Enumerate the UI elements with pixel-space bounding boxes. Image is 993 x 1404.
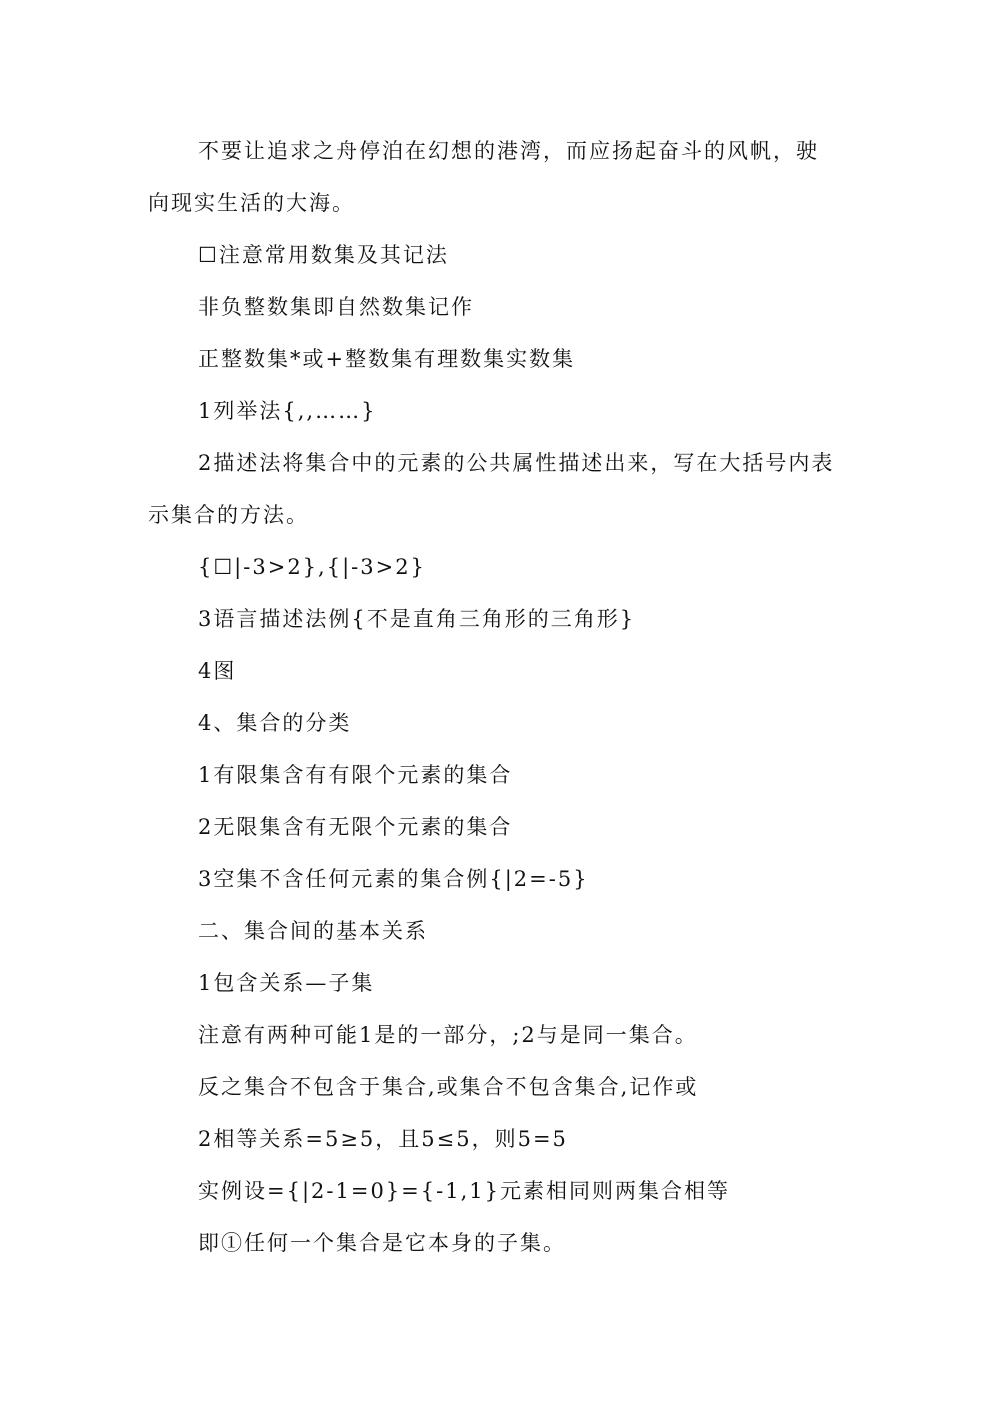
paragraph-empty-set: 3空集不含任何元素的集合例{|2=-5} bbox=[198, 867, 589, 891]
paragraph-equality-example: 实例设={|2-1=0}={-1,1}元素相同则两集合相等 bbox=[198, 1179, 730, 1203]
paragraph-two-possibilities: 注意有两种可能1是的一部分，;2与是同一集合。 bbox=[198, 1023, 698, 1047]
document-body bbox=[148, 125, 838, 1269]
paragraph-set-relations-heading: 二、集合间的基本关系 bbox=[198, 919, 428, 943]
paragraph-subset-relation: 1包含关系—子集 bbox=[198, 971, 375, 995]
paragraph-language-description: 3语言描述法例{不是直角三角形的三角形} bbox=[198, 607, 636, 631]
paragraph-enumeration-method: 1列举法{,,……} bbox=[198, 399, 377, 423]
paragraph-natural-numbers: 非负整数集即自然数集记作 bbox=[198, 295, 474, 319]
paragraph-set-classification: 4、集合的分类 bbox=[198, 711, 352, 735]
paragraph-subset-of-itself: 即①任何一个集合是它本身的子集。 bbox=[198, 1231, 566, 1255]
paragraph-equality-relation: 2相等关系=5≥5，且5≤5，则5=5 bbox=[198, 1127, 568, 1151]
paragraph-description-example: {☐|-3>2},{|-3>2} bbox=[198, 555, 426, 579]
paragraph-finite-set: 1有限集含有有限个元素的集合 bbox=[198, 763, 513, 787]
paragraph-infinite-set: 2无限集含有无限个元素的集合 bbox=[198, 815, 513, 839]
paragraph-number-sets-heading: ☐注意常用数集及其记法 bbox=[198, 243, 449, 267]
paragraph-diagram-method: 4图 bbox=[198, 659, 237, 683]
paragraph-integer-sets: 正整数集*或+整数集有理数集实数集 bbox=[198, 347, 576, 371]
paragraph-motto: 不要让追求之舟停泊在幻想的港湾，而应扬起奋斗的风帆，驶向现实生活的大海。 bbox=[148, 139, 819, 215]
paragraph-description-method: 2描述法将集合中的元素的公共属性描述出来，写在大括号内表示集合的方法。 bbox=[148, 451, 835, 527]
paragraph-not-contained: 反之集合不包含于集合,或集合不包含集合,记作或 bbox=[198, 1075, 699, 1099]
